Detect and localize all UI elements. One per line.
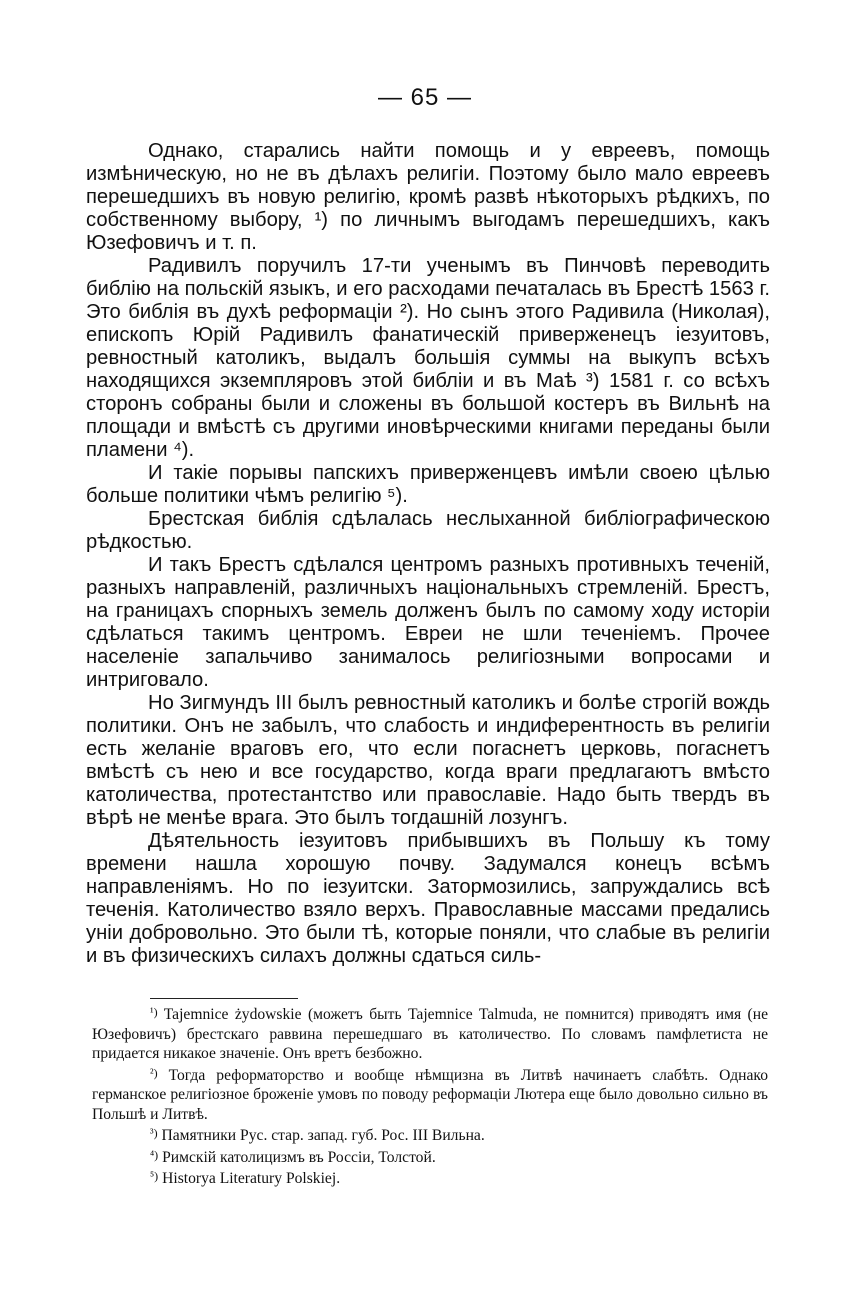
footnote-text: Historya Literatury Polskiej. bbox=[162, 1170, 341, 1187]
footnote bbox=[92, 1003, 768, 1064]
page-number: — 65 — bbox=[377, 84, 473, 111]
paragraph: И такіе порывы папскихъ приверженцевъ имѣли своею цѣлью больше политики чѣмъ религію ⁵). bbox=[86, 462, 770, 507]
paragraph: Дѣятельность іезуитовъ прибывшихъ въ Польшу къ тому времени нашла хорошую почву. Задумался конецъ всѣмъ направленіямъ. Но по іезуитски. Затормозились, запруждались всѣ теченія. Католичество взяло верхъ. Православные массами предались уніи добровольно. Это были тѣ, которые поняли, что слабые въ религіи и въ физическихъ силахъ должны сдаться силь- bbox=[86, 830, 770, 967]
footnote-mark: ⁴) bbox=[150, 1147, 159, 1162]
footnote-text: Тогда реформаторство и вообще нѣмщизна въ Литвѣ начинаетъ слабѣть. Однако германское религіозное броженіе умовъ по поводу реформаціи Лютера еще было довольно сильно въ Польшѣ и Литвѣ. bbox=[92, 1066, 768, 1123]
footnote-mark: ³) bbox=[150, 1126, 158, 1140]
paragraph: Брестская библія сдѣлалась неслыханной библіографическою рѣдкостью. bbox=[86, 508, 770, 553]
body-text bbox=[86, 140, 770, 968]
paragraph: Но Зигмундъ III былъ ревностный католикъ и болѣе строгій вождь политики. Онъ не забылъ, что слабость и индиферентность въ религіи есть желаніе враговъ его, что если погаснетъ церковь, погаснетъ вмѣстѣ съ нею и все государство, когда враги предлагаютъ вмѣсто католичества, протестантство или православіе. Надо быть твердъ въ вѣрѣ не менѣе врага. Это былъ тогдашній лозунгъ. bbox=[86, 692, 770, 829]
footnote bbox=[92, 1146, 768, 1168]
footnote-mark: ²) bbox=[150, 1065, 158, 1080]
footnote-mark: ⁵) bbox=[150, 1169, 159, 1183]
footnote-text: Памятники Рус. стар. запад. губ. Рос. III Вильна. bbox=[161, 1127, 485, 1144]
footnote bbox=[92, 1124, 768, 1146]
paragraph: Однако, старались найти помощь и у евреевъ, помощь измѣническую, но не въ дѣлахъ религіи. Поэтому было мало евреевъ перешедшихъ въ новую религію, кромѣ развѣ нѣкоторыхъ рѣдкихъ, по собственному выбору, ¹) по личнымъ выгодамъ перешедшихъ, какъ Юзефовичъ и т. п. bbox=[86, 140, 770, 254]
paragraph: Радивилъ поручилъ 17-ти ученымъ въ Пинчовѣ переводить библію на польскій языкъ, и его расходами печаталась въ Брестѣ 1563 г. Это библія въ духѣ реформаціи ²). Но сынъ этого Радивила (Николая), епископъ Юрій Радивилъ фанатическій приверженецъ іезуитовъ, ревностный католикъ, выдалъ большія суммы на выкупъ всѣхъ находящихся экземпляровъ этой библіи и въ Маѣ ³) 1581 г. со всѣхъ сторонъ собраны были и сложены въ большой костеръ въ Вильнѣ на площади и вмѣстѣ съ другими иновѣрческими книгами переданы были пламени ⁴). bbox=[86, 255, 770, 461]
footnote bbox=[92, 1167, 768, 1189]
footnote bbox=[92, 1064, 768, 1125]
footnotes bbox=[92, 1003, 768, 1189]
footnote-mark: ¹) bbox=[150, 1005, 158, 1019]
footnote-text: Римскій католицизмъ въ Россіи, Толстой. bbox=[162, 1148, 436, 1166]
paragraph: И такъ Брестъ сдѣлался центромъ разныхъ противныхъ теченій, разныхъ направленій, различныхъ національныхъ стремленій. Брестъ, на границахъ спорныхъ земель долженъ былъ по самому ходу исторіи сдѣлаться такимъ центромъ. Евреи не шли теченіемъ. Прочее населеніе запальчиво занималось религіозными вопросами и интриговало. bbox=[86, 554, 770, 691]
footnote-text: Tajemnice żydowskie (можетъ быть Tajemnice Talmuda, не помнится) приводятъ имя (не Юзефовичъ) брестскаго раввина перешедшаго въ католичество. По словамъ памфлетиста не придается никакое значеніе. Онъ вретъ безбожно. bbox=[92, 1006, 768, 1062]
footnote-divider bbox=[150, 998, 298, 999]
